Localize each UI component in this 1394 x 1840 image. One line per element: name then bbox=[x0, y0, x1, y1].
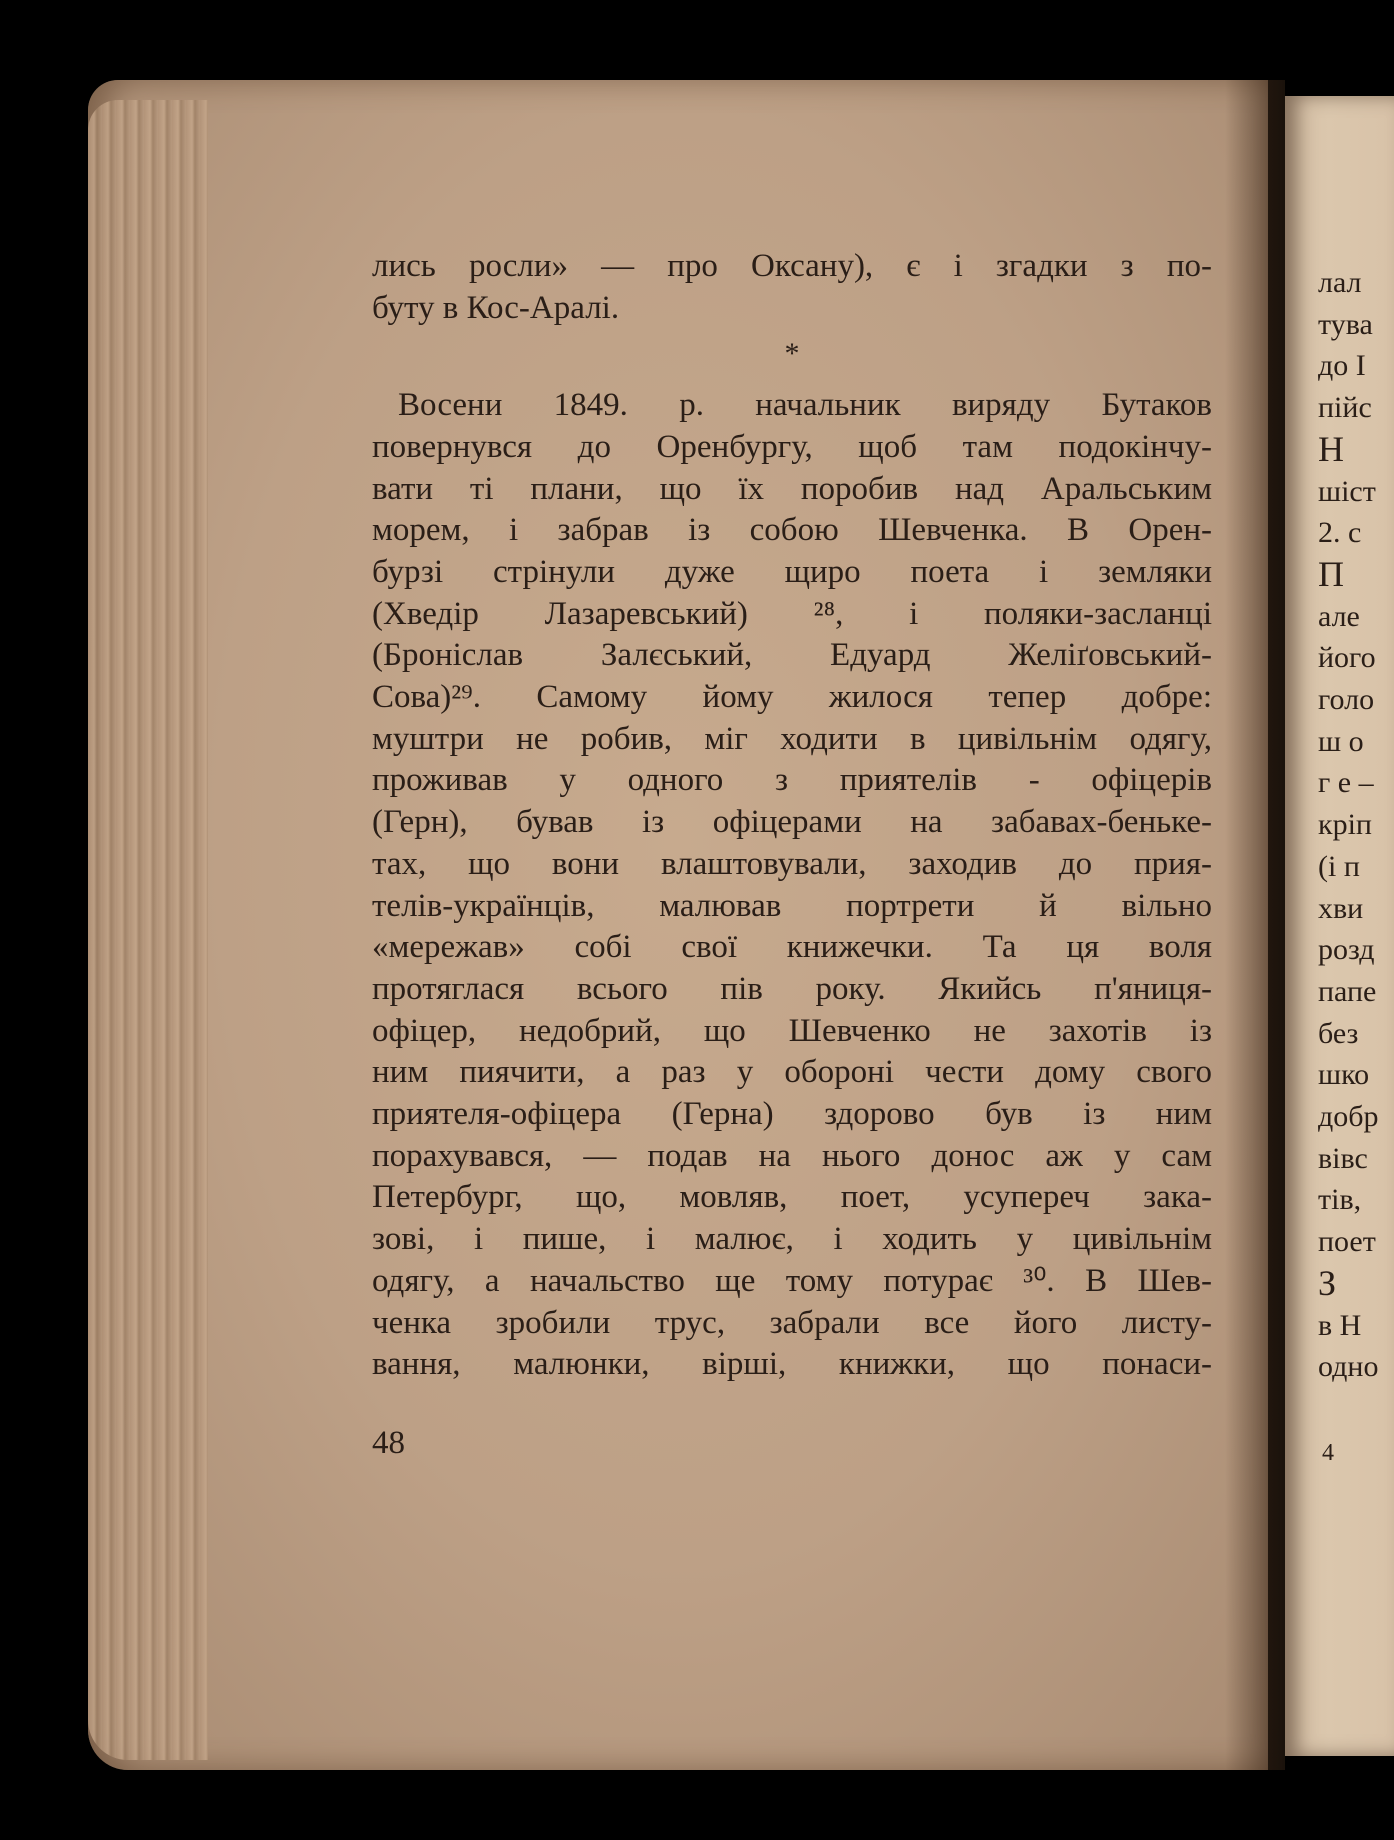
text-line: Петербург, що, мовляв, поет, усупереч зака- bbox=[372, 1179, 1212, 1216]
text-line: поет bbox=[1318, 1225, 1376, 1259]
text-line: (Броніслав Залєський, Едуард Желіґовський- bbox=[372, 637, 1212, 674]
section-separator: * bbox=[784, 337, 800, 371]
text-line: (Хведір Лазаревський) ²⁸, і поляки-засланці bbox=[372, 595, 1212, 632]
text-line: буту в Кос-Аралі. bbox=[372, 289, 620, 326]
text-line: хви bbox=[1318, 891, 1364, 925]
text-line: муштри не робив, міг ходити в цивільнім одягу, bbox=[372, 720, 1212, 757]
text-line: повернувся до Оренбургу, щоб там подокінчу- bbox=[372, 428, 1212, 465]
text-line: бурзі стрінули дуже щиро поета і земляки bbox=[372, 553, 1212, 590]
text-line: лись росли» — про Оксану), є і згадки з по- bbox=[372, 248, 1212, 284]
text-line: його bbox=[1318, 641, 1376, 675]
text-line: папе bbox=[1318, 974, 1377, 1008]
text-line: до І bbox=[1318, 349, 1366, 383]
right-page-number: 4 bbox=[1322, 1440, 1334, 1466]
page-edges bbox=[88, 100, 208, 1760]
text-line: кріп bbox=[1318, 808, 1372, 842]
text-line: протяглася всього пів року. Якийсь п'яниця- bbox=[372, 970, 1212, 1007]
text-line: ним пиячити, а раз у обороні чести дому свого bbox=[372, 1054, 1212, 1091]
text-line: пійс bbox=[1318, 391, 1372, 425]
text-line: морем, і забрав із собою Шевченка. В Орен- bbox=[372, 512, 1212, 549]
text-line: вати ті плани, що їх поробив над Аральським bbox=[372, 470, 1212, 507]
text-line: Н bbox=[1318, 428, 1344, 469]
right-page-text bbox=[1318, 262, 1394, 1388]
text-line: тів, bbox=[1318, 1183, 1362, 1217]
text-line: зові, і пише, і малює, і ходить у цивільнім bbox=[372, 1221, 1212, 1258]
text-line: «мережав» собі свої книжечки. Та ця воля bbox=[372, 929, 1212, 966]
text-line: одягу, а начальство ще тому потурає ³⁰. В Шев- bbox=[372, 1262, 1212, 1299]
text-line: 2. с bbox=[1318, 516, 1362, 550]
text-line: розд bbox=[1318, 933, 1375, 967]
text-line: одно bbox=[1318, 1350, 1379, 1384]
text-line: без bbox=[1318, 1016, 1359, 1050]
text-line: Сова)²⁹. Самому йому жилося тепер добре: bbox=[372, 679, 1212, 716]
text-line: лал bbox=[1318, 266, 1362, 299]
text-line: тува bbox=[1318, 307, 1373, 341]
text-line: в Н bbox=[1318, 1308, 1362, 1342]
text-line: телів-українців, малював портрети й вільно bbox=[372, 887, 1212, 924]
text-line: г е – bbox=[1318, 766, 1374, 800]
text-line: але bbox=[1318, 599, 1360, 633]
text-line: П bbox=[1318, 553, 1344, 594]
text-line: голо bbox=[1318, 683, 1375, 717]
text-line: приятеля-офіцера (Герна) здорово був із ним bbox=[372, 1096, 1212, 1133]
text-line: З bbox=[1318, 1262, 1337, 1303]
text-line: проживав у одного з приятелів - офіцерів bbox=[372, 762, 1212, 799]
text-line: добр bbox=[1318, 1100, 1379, 1134]
text-line: (і п bbox=[1318, 849, 1360, 883]
left-page-text bbox=[372, 246, 1212, 1386]
book-gutter bbox=[1225, 80, 1285, 1770]
text-line: тах, що вони влаштовували, заходив до прия- bbox=[372, 845, 1212, 882]
text-line: шіст bbox=[1318, 474, 1376, 508]
text-line: Восени 1849. р. начальник виряду Бутаков bbox=[398, 387, 1212, 424]
text-line: ченка зробили трус, забрали все його листу- bbox=[372, 1304, 1212, 1341]
text-line: порахувався, — подав на нього донос аж у сам bbox=[372, 1137, 1212, 1174]
text-line: ш о bbox=[1318, 724, 1364, 758]
text-line: шко bbox=[1318, 1058, 1370, 1092]
text-line: (Герн), бував із офіцерами на забавах-беньке- bbox=[372, 804, 1212, 841]
text-line: вівс bbox=[1318, 1141, 1368, 1175]
text-line: вання, малюнки, вірші, книжки, що понаси- bbox=[372, 1346, 1212, 1383]
text-line: офіцер, недобрий, що Шевченко не захотів із bbox=[372, 1012, 1212, 1049]
page-number: 48 bbox=[372, 1425, 405, 1461]
